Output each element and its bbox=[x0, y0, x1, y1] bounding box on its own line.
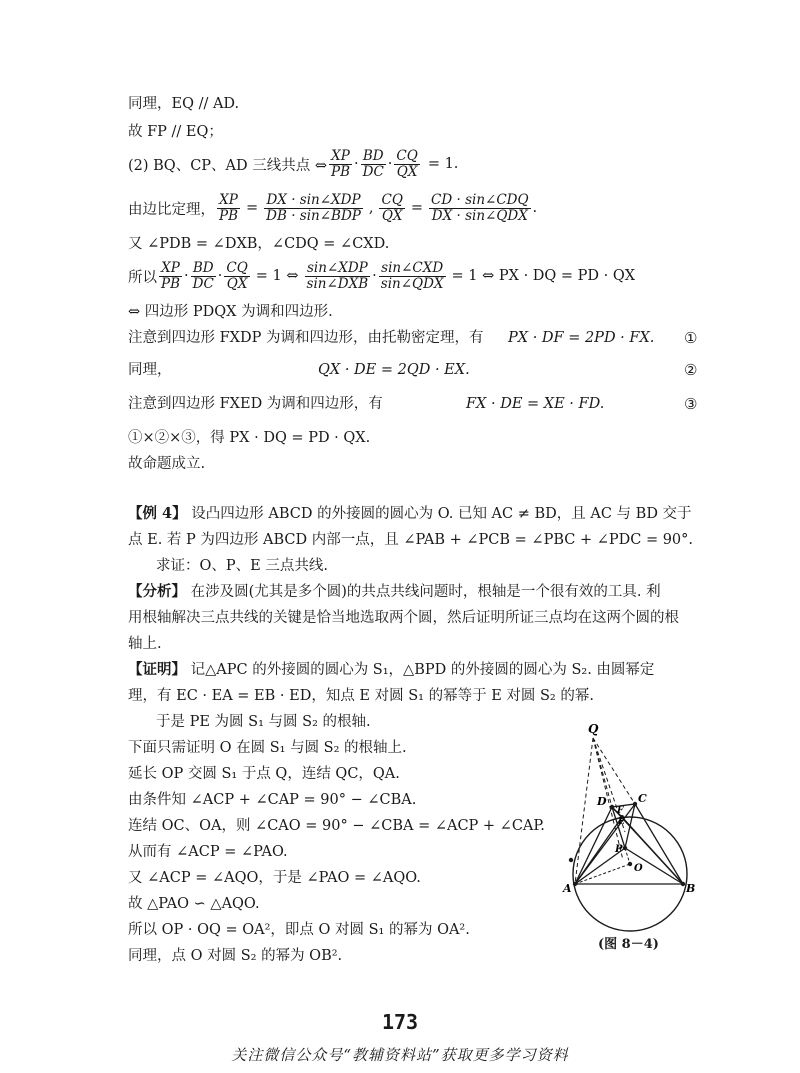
frac-num: BD bbox=[361, 149, 386, 165]
fraction bbox=[217, 193, 240, 224]
circumcircle bbox=[573, 817, 687, 931]
frac-den: PB bbox=[331, 163, 351, 180]
frac-den: PB bbox=[161, 275, 181, 292]
text-line: ①×②×③，得 PX · DQ = PD · QX. bbox=[128, 430, 371, 446]
text-line: 故 FP // EQ； bbox=[128, 124, 223, 140]
frac-num: XP bbox=[159, 261, 182, 277]
fraction bbox=[191, 261, 216, 292]
text-span: 设凸四边形 ABCD 的外接圆的圆心为 O. 已知 AC ≠ BD，且 AC 与 BD 交于 bbox=[191, 506, 692, 522]
text-line: 注意到四边形 FXED 为调和四边形，有 bbox=[128, 396, 383, 412]
label-d: D bbox=[597, 795, 607, 808]
label-p: P bbox=[615, 844, 623, 855]
figure-caption: (图 8－4) bbox=[598, 937, 659, 952]
text-span: = 1 ⇔ bbox=[255, 268, 299, 284]
label-e: E bbox=[618, 817, 625, 827]
solid-lines bbox=[575, 804, 683, 884]
frac-num: XP bbox=[217, 193, 240, 209]
label-c: C bbox=[638, 792, 647, 805]
analysis-label: 【分析】 bbox=[128, 583, 186, 600]
frac-den: DC bbox=[192, 275, 214, 292]
text-line: 从而有 ∠ACP = ∠PAO. bbox=[128, 844, 288, 860]
equation: FX · DE = XE · FD. bbox=[466, 396, 605, 412]
fraction bbox=[264, 193, 363, 224]
text-span: = 1. bbox=[427, 156, 459, 172]
footer-note: 关注微信公众号“教辅资料站”获取更多学习资料 bbox=[231, 1046, 569, 1064]
text-span: 在涉及圆(尤其是多个圆)的共点共线问题时，根轴是一个很有效的工具. 利 bbox=[190, 584, 661, 600]
text-line: ⇔ 四边形 PDQX 为调和四边形. bbox=[128, 304, 333, 320]
text-line: 同理， bbox=[128, 362, 172, 378]
proof-line bbox=[128, 658, 654, 682]
frac-den: QX bbox=[396, 163, 418, 180]
text-line: 轴上. bbox=[128, 636, 162, 652]
fraction bbox=[159, 261, 182, 292]
text-line: 由条件知 ∠ACP + ∠CAP = 90° − ∠CBA. bbox=[128, 792, 417, 808]
fraction bbox=[429, 193, 531, 224]
frac-den: DC bbox=[362, 163, 384, 180]
text-line: 于是 PE 为圆 S₁ 与圆 S₂ 的根轴. bbox=[156, 714, 371, 730]
equation-line: 所以 $\frac{XP}{PB}$ · $\frac{BD}{DC}$ · $\frac{CQ}{QX}$ = 1 ⇔ $\frac{\text{sin∠XDP}}{\text{sin∠DXB}}$ · $\frac{\text{sin∠CXD}}{\text{sin∠QDX}}$ = 1 ⇔ PX · DQ = PD · QX bbox=[128, 259, 636, 292]
page-number: 173 bbox=[381, 1010, 419, 1034]
equation-line: 由边比定理， $\frac{XP}{PB}$ = $\frac{\text{DX · sin∠XDP}}{\text{DB · sin∠BDP}}$ , $\frac{CQ}{QX}$ = $\frac{\text{CD · sin∠CDQ}}{\text{DX · sin∠QDX}}$ . bbox=[128, 191, 538, 224]
fraction bbox=[379, 193, 404, 224]
fraction bbox=[379, 261, 446, 292]
text-span: 所以 bbox=[128, 269, 157, 286]
equation-tag: ① bbox=[684, 329, 698, 347]
frac-num: DX · sin∠XDP bbox=[264, 193, 363, 209]
fraction bbox=[394, 149, 419, 180]
text-line: 又 ∠ACP = ∠AQO，于是 ∠PAO = ∠AQO. bbox=[128, 870, 421, 886]
label-o: O bbox=[634, 863, 643, 874]
text-line: 下面只需证明 O 在圆 S₁ 与圆 S₂ 的根轴上. bbox=[128, 740, 407, 756]
frac-den: DX · sin∠QDX bbox=[431, 207, 528, 224]
fraction bbox=[361, 149, 386, 180]
frac-den: sin∠QDX bbox=[380, 275, 444, 292]
fraction bbox=[329, 149, 352, 180]
text-span: (2) BQ、CP、AD 三线共点 ⇔ bbox=[128, 157, 328, 174]
text-line: 理，有 EC · EA = EB · ED，知点 E 对圆 S₁ 的幂等于 E 对圆 S₂ 的幂. bbox=[128, 688, 594, 704]
text-line: 同理，EQ // AD. bbox=[128, 96, 240, 112]
frac-den: QX bbox=[381, 207, 403, 224]
equation-tag: ② bbox=[684, 361, 698, 379]
text-line: 故命题成立. bbox=[128, 456, 206, 472]
frac-num: BD bbox=[191, 261, 216, 277]
frac-num: CQ bbox=[381, 191, 403, 208]
frac-num: CQ bbox=[226, 259, 248, 276]
text-line: 同理，点 O 对圆 S₂ 的幂为 OB². bbox=[128, 948, 343, 964]
text-line: 延长 OP 交圆 S₁ 于点 Q，连结 QC，QA. bbox=[128, 766, 400, 782]
fraction bbox=[224, 261, 249, 292]
label-f: F bbox=[617, 806, 624, 816]
frac-num: sin∠CXD bbox=[379, 261, 446, 277]
example-label: 【例 4】 bbox=[128, 505, 187, 522]
proof-label: 【证明】 bbox=[128, 661, 186, 678]
frac-den: sin∠DXB bbox=[306, 275, 369, 292]
equation: QX · DE = 2QD · EX. bbox=[318, 362, 470, 378]
equation: PX · DF = 2PD · FX. bbox=[508, 330, 655, 346]
frac-num: sin∠XDP bbox=[305, 261, 371, 277]
geometry-figure bbox=[555, 720, 715, 932]
equation-tag: ③ bbox=[684, 395, 698, 413]
frac-den: QX bbox=[226, 275, 248, 292]
label-a: A bbox=[563, 882, 572, 895]
fraction bbox=[305, 261, 371, 292]
text-span: 由边比定理， bbox=[128, 201, 215, 218]
frac-num: CQ bbox=[396, 147, 418, 164]
text-line: 所以 OP · OQ = OA²，即点 O 对圆 S₁ 的幂为 OA². bbox=[128, 922, 470, 938]
frac-num: CD · sin∠CDQ bbox=[431, 191, 529, 208]
example-line bbox=[128, 502, 692, 526]
equation-line: (2) BQ、CP、AD 三线共点 ⇔ $\frac{XP}{PB}$ · $\frac{BD}{DC}$ · $\frac{CQ}{QX}$ = 1. bbox=[128, 147, 459, 180]
text-line: 注意到四边形 FXDP 为调和四边形，由托勒密定理，有 bbox=[128, 330, 484, 346]
frac-den: PB bbox=[219, 207, 239, 224]
analysis-line bbox=[128, 580, 661, 604]
text-line: 故 △PAO ∽ △AQO. bbox=[128, 896, 260, 912]
frac-num: XP bbox=[329, 149, 352, 165]
text-line: 用根轴解决三点共线的关键是恰当地选取两个圆，然后证明所证三点均在这两个圆的根 bbox=[128, 610, 679, 626]
text-span: = 1 ⇔ PX · DQ = PD · QX bbox=[451, 268, 636, 284]
label-b: B bbox=[686, 882, 696, 895]
text-line: 点 E. 若 P 为四边形 ABCD 内部一点，且 ∠PAB + ∠PCB = ∠PBC + ∠PDC = 90°. bbox=[128, 532, 694, 548]
label-q: Q bbox=[588, 722, 599, 736]
frac-den: DB · sin∠BDP bbox=[266, 207, 361, 224]
text-line: 求证：O、P、E 三点共线. bbox=[156, 558, 328, 574]
text-line: 连结 OC、OA，则 ∠CAO = 90° − ∠CBA = ∠ACP + ∠CAP. bbox=[128, 818, 545, 834]
text-line: 又 ∠PDB = ∠DXB，∠CDQ = ∠CXD. bbox=[128, 236, 390, 252]
text-span: 记△APC 的外接圆的圆心为 S₁，△BPD 的外接圆的圆心为 S₂. 由圆幂定 bbox=[190, 662, 655, 678]
